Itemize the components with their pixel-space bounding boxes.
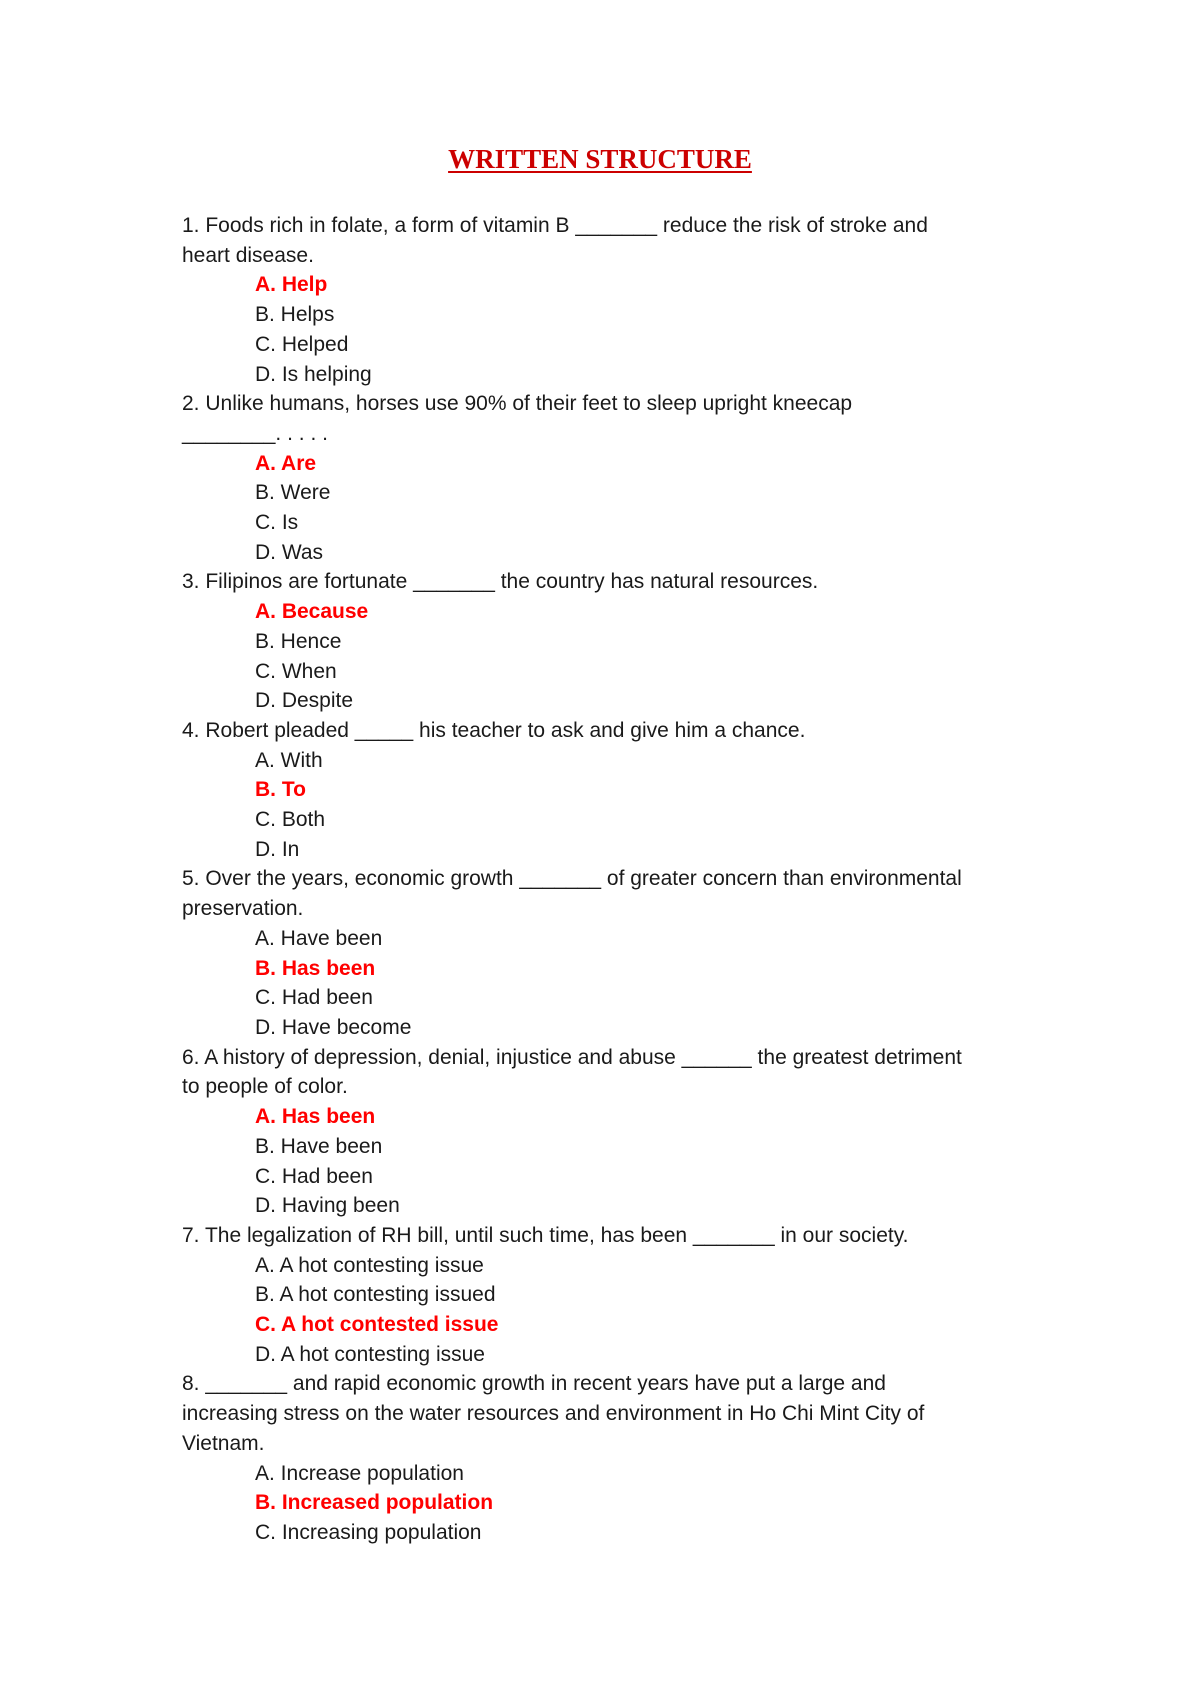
question-stem-line: heart disease. <box>182 243 314 267</box>
question-block <box>182 864 1022 1042</box>
answer-option: A. A hot contesting issue <box>255 1253 484 1277</box>
answer-option: B. Were <box>255 481 331 505</box>
question-stem-line: ________. . . . . <box>182 421 328 445</box>
question-block <box>182 211 1022 389</box>
answer-option: D. Is helping <box>255 362 372 386</box>
question-stem-line: 6. A history of depression, denial, injustice and abuse ______ the greatest detriment <box>182 1045 962 1069</box>
answer-option: D. A hot contesting issue <box>255 1342 485 1366</box>
answer-option: D. Was <box>255 540 324 564</box>
answer-option: B. A hot contesting issued <box>255 1283 496 1307</box>
question-stem-line: 1. Foods rich in folate, a form of vitamin B _______ reduce the risk of stroke and <box>182 214 928 237</box>
answer-option: C. Helped <box>255 332 349 356</box>
question-block <box>182 567 1022 716</box>
answer-option: C. Had been <box>255 986 373 1010</box>
answer-option: D. Have become <box>255 1015 412 1039</box>
answer-option: D. In <box>255 837 300 861</box>
question-stem-line: 3. Filipinos are fortunate _______ the country has natural resources. <box>182 570 819 594</box>
question-stem-line: Vietnam. <box>182 1431 265 1455</box>
question-stem-line: to people of color. <box>182 1075 348 1099</box>
answer-option-correct: A. Are <box>255 451 317 475</box>
answer-option-correct: B. Increased population <box>255 1491 494 1515</box>
answer-option-correct: A. Because <box>255 600 369 624</box>
question-stem-line: increasing stress on the water resources and environment in Ho Chi Mint City of <box>182 1402 925 1426</box>
question-stem-line: 2. Unlike humans, horses use 90% of their feet to sleep upright kneecap <box>182 392 853 416</box>
question-stem-line: 8. _______ and rapid economic growth in recent years have put a large and <box>182 1372 886 1396</box>
answer-option: A. Have been <box>255 926 383 950</box>
question-block <box>182 1369 1022 1547</box>
answer-option: A. Increase population <box>255 1461 464 1485</box>
question-block <box>182 389 1022 567</box>
answer-option-correct: A. Help <box>255 273 328 297</box>
answer-option: C. Both <box>255 808 326 832</box>
answer-option-correct: B. To <box>255 778 306 802</box>
question-block <box>182 1043 1022 1221</box>
question-block <box>182 1221 1022 1370</box>
answer-option-correct: B. Has been <box>255 956 376 980</box>
question-stem-line: 4. Robert pleaded _____ his teacher to ask and give him a chance. <box>182 718 806 742</box>
answer-option: D. Having been <box>255 1194 400 1218</box>
question-stem-line: preservation. <box>182 897 304 921</box>
question-block <box>182 716 1022 865</box>
answer-option: B. Helps <box>255 303 335 327</box>
question-stem-line: 7. The legalization of RH bill, until such time, has been _______ in our society. <box>182 1223 909 1247</box>
answer-option: C. Increasing population <box>255 1520 482 1544</box>
answer-option: B. Hence <box>255 629 342 653</box>
answer-option: C. Had been <box>255 1164 373 1188</box>
answer-option: A. With <box>255 748 323 772</box>
answer-option: C. Is <box>255 511 299 535</box>
page-title: WRITTEN STRUCTURE <box>448 144 752 174</box>
question-stem-line: 5. Over the years, economic growth _______ of greater concern than environmental <box>182 867 962 891</box>
answer-option-correct: C. A hot contested issue <box>255 1313 499 1337</box>
answer-option-correct: A. Has been <box>255 1105 376 1129</box>
question-list <box>182 211 1022 1548</box>
answer-option: B. Have been <box>255 1134 383 1158</box>
answer-option: C. When <box>255 659 337 683</box>
answer-option: D. Despite <box>255 689 354 713</box>
